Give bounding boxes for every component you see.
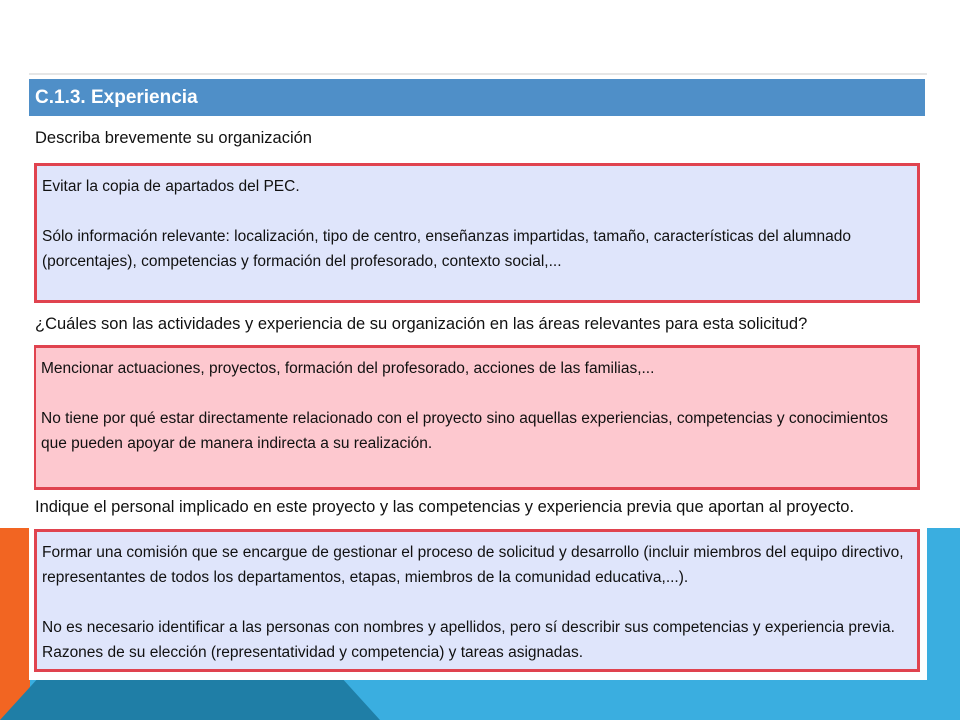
question-2: ¿Cuáles son las actividades y experiencia de su organización en las áreas relevantes para esta solicitud? <box>35 315 808 333</box>
answer-2-paragraph-2: No tiene por qué estar directamente relacionado con el proyecto sino aquellas experiencias, competencias y conocimientos que pueden apoyar de manera indirecta a su realización. <box>41 410 888 452</box>
answer-3-paragraph-1: Formar una comisión que se encargue de gestionar el proceso de solicitud y desarrollo (incluir miembros del equipo directivo, representantes de todos los departamentos, etapas, miembros de la comunidad educativa,...). <box>42 544 904 586</box>
answer-box-2[interactable] <box>34 345 920 490</box>
answer-box-3[interactable] <box>34 529 920 672</box>
background-orange-band <box>0 528 30 720</box>
question-1: Describa brevemente su organización <box>35 129 312 147</box>
answer-2-paragraph-1: Mencionar actuaciones, proyectos, formación del profesorado, acciones de las familias,... <box>41 360 655 377</box>
answer-box-1[interactable] <box>34 163 920 303</box>
form-panel <box>29 73 927 680</box>
answer-3-paragraph-2: No es necesario identificar a las personas con nombres y apellidos, pero sí describir sus competencias y experiencia previa. Razones de su elección (representatividad y competencia) y tareas asignadas. <box>42 619 895 661</box>
answer-1-paragraph-2: Sólo información relevante: localización, tipo de centro, enseñanzas impartidas, tamaño, características del alumnado (porcentajes), competencias y formación del profesorado, contexto social,... <box>42 228 852 270</box>
question-3: Indique el personal implicado en este proyecto y las competencias y experiencia previa que aportan al proyecto. <box>35 498 855 516</box>
section-header: C.1.3. Experiencia <box>29 79 925 116</box>
answer-1-paragraph-1: Evitar la copia de apartados del PEC. <box>42 178 300 195</box>
background-teal-shape <box>0 676 400 720</box>
